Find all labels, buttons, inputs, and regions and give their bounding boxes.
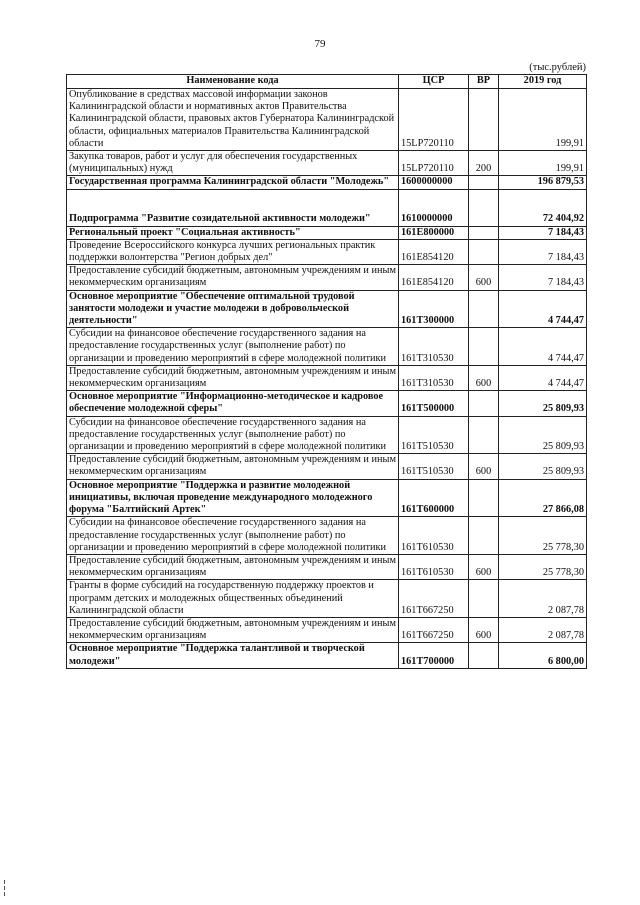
cell-sum: 25 778,30 [499, 554, 587, 579]
table-row [67, 265, 587, 290]
cell-name: Гранты в форме субсидий на государственную поддержку проектов и программ детских и молодежных общественных объединений Калининградской области [67, 580, 399, 618]
cell-sum: 25 809,93 [499, 454, 587, 479]
header-name: Наименование кода [67, 75, 399, 89]
budget-table [66, 74, 587, 669]
cell-csr: 161T667250 [399, 580, 469, 618]
cell-sum: 4 744,47 [499, 290, 587, 328]
units-label: (тыс.рублей) [529, 62, 586, 73]
cell-csr: 161T700000 [399, 643, 469, 668]
cell-name: Предоставление субсидий бюджетным, автономным учреждениям и иным некоммерческим организациям [67, 554, 399, 579]
cell-name: Закупка товаров, работ и услуг для обеспечения государственных (муниципальных) нужд [67, 151, 399, 176]
cell-csr: 161T300000 [399, 290, 469, 328]
table-row [67, 151, 587, 176]
cell-vr [469, 479, 499, 517]
cell-name: Основное мероприятие "Поддержка талантливой и творческой молодежи" [67, 643, 399, 668]
table-header-row [67, 75, 587, 89]
table-row [67, 290, 587, 328]
cell-name: Субсидии на финансовое обеспечение государственного задания на предоставление государственных услуг (выполнение работ) по организации и проведению мероприятий в сфере молодежной политики [67, 517, 399, 555]
header-year: 2019 год [499, 75, 587, 89]
cell-name: Региональный проект "Социальная активность" [67, 226, 399, 239]
cell-csr: 161T510530 [399, 454, 469, 479]
cell-sum: 2 087,78 [499, 580, 587, 618]
cell-csr: 15LP720110 [399, 151, 469, 176]
cell-csr: 161T500000 [399, 391, 469, 416]
cell-name: Опубликование в средствах массовой информации законов Калининградской области и нормативных актов Правительства Калининградской области, правовых актов Губернатора Калининградской области, официальных материалов Правительства Калининградской области [67, 89, 399, 151]
cell-csr: 15LP720110 [399, 89, 469, 151]
header-vr: ВР [469, 75, 499, 89]
cell-csr: 161E800000 [399, 226, 469, 239]
table-row [67, 391, 587, 416]
cell-csr: 1600000000 [399, 176, 469, 189]
cell-csr: 161T510530 [399, 416, 469, 454]
cell-vr [469, 391, 499, 416]
cell-sum: 196 879,53 [499, 176, 587, 189]
cell-sum: 7 184,43 [499, 239, 587, 264]
cell-vr: 200 [469, 151, 499, 176]
cell-name: Основное мероприятие "Информационно-методическое и кадровое обеспечение молодежной сферы" [67, 391, 399, 416]
table-row [67, 239, 587, 264]
table-body [67, 89, 587, 669]
table-row [67, 365, 587, 390]
header-csr: ЦСР [399, 75, 469, 89]
cell-csr: 161E854120 [399, 265, 469, 290]
cell-csr: 161T310530 [399, 365, 469, 390]
cell-vr [469, 517, 499, 555]
cell-sum: 6 800,00 [499, 643, 587, 668]
cell-csr: 1610000000 [399, 189, 469, 226]
table-row [67, 617, 587, 642]
cell-sum: 2 087,78 [499, 617, 587, 642]
cell-sum: 25 809,93 [499, 416, 587, 454]
table-row [67, 328, 587, 366]
cell-csr: 161T610530 [399, 554, 469, 579]
cell-sum: 4 744,47 [499, 328, 587, 366]
cell-vr: 600 [469, 454, 499, 479]
cell-name: Основное мероприятие "Обеспечение оптимальной трудовой занятости молодежи и участие молодежи в добровольческой деятельности" [67, 290, 399, 328]
cell-vr [469, 176, 499, 189]
cell-vr [469, 89, 499, 151]
cell-sum: 7 184,43 [499, 265, 587, 290]
cell-name: Предоставление субсидий бюджетным, автономным учреждениям и иным некоммерческим организациям [67, 617, 399, 642]
cell-sum: 72 404,92 [499, 189, 587, 226]
page-number: 79 [314, 38, 326, 50]
table-row [67, 176, 587, 189]
table-row [67, 554, 587, 579]
cell-sum: 199,91 [499, 89, 587, 151]
cell-name: Предоставление субсидий бюджетным, автономным учреждениям и иным некоммерческим организациям [67, 265, 399, 290]
cell-csr: 161T600000 [399, 479, 469, 517]
table-row [67, 226, 587, 239]
cell-sum: 4 744,47 [499, 365, 587, 390]
cell-vr [469, 643, 499, 668]
cell-name: Субсидии на финансовое обеспечение государственного задания на предоставление государственных услуг (выполнение работ) по организации и проведению мероприятий в сфере молодежной политики [67, 328, 399, 366]
cell-name: Субсидии на финансовое обеспечение государственного задания на предоставление государственных услуг (выполнение работ) по организации и проведению мероприятий в сфере молодежной политики [67, 416, 399, 454]
cell-vr [469, 416, 499, 454]
cell-name: Подпрограмма "Развитие созидательной активности молодежи" [67, 189, 399, 226]
cell-vr [469, 290, 499, 328]
table-row [67, 89, 587, 151]
cell-sum: 25 778,30 [499, 517, 587, 555]
cell-vr [469, 239, 499, 264]
cell-csr: 161T610530 [399, 517, 469, 555]
cell-csr: 161T667250 [399, 617, 469, 642]
cell-name: Основное мероприятие "Поддержка и развитие молодежной инициативы, включая проведение международного молодежного форума "Балтийский Артек" [67, 479, 399, 517]
cell-vr [469, 328, 499, 366]
table-row [67, 580, 587, 618]
cell-name: Предоставление субсидий бюджетным, автономным учреждениям и иным некоммерческим организациям [67, 365, 399, 390]
table-row [67, 416, 587, 454]
cell-sum: 7 184,43 [499, 226, 587, 239]
margin-marks [3, 878, 6, 900]
table-row [67, 189, 587, 226]
cell-csr: 161T310530 [399, 328, 469, 366]
cell-vr: 600 [469, 365, 499, 390]
cell-vr [469, 580, 499, 618]
cell-name: Проведение Всероссийского конкурса лучших региональных практик поддержки волонтерства "Регион добрых дел" [67, 239, 399, 264]
cell-sum: 25 809,93 [499, 391, 587, 416]
cell-vr: 600 [469, 617, 499, 642]
cell-sum: 27 866,08 [499, 479, 587, 517]
table-row [67, 517, 587, 555]
table-row [67, 454, 587, 479]
cell-vr [469, 226, 499, 239]
cell-name: Предоставление субсидий бюджетным, автономным учреждениям и иным некоммерческим организациям [67, 454, 399, 479]
cell-vr [469, 189, 499, 226]
cell-csr: 161E854120 [399, 239, 469, 264]
cell-sum: 199,91 [499, 151, 587, 176]
table-row [67, 643, 587, 668]
cell-vr: 600 [469, 265, 499, 290]
table-row [67, 479, 587, 517]
cell-name: Государственная программа Калининградской области "Молодежь" [67, 176, 399, 189]
cell-vr: 600 [469, 554, 499, 579]
